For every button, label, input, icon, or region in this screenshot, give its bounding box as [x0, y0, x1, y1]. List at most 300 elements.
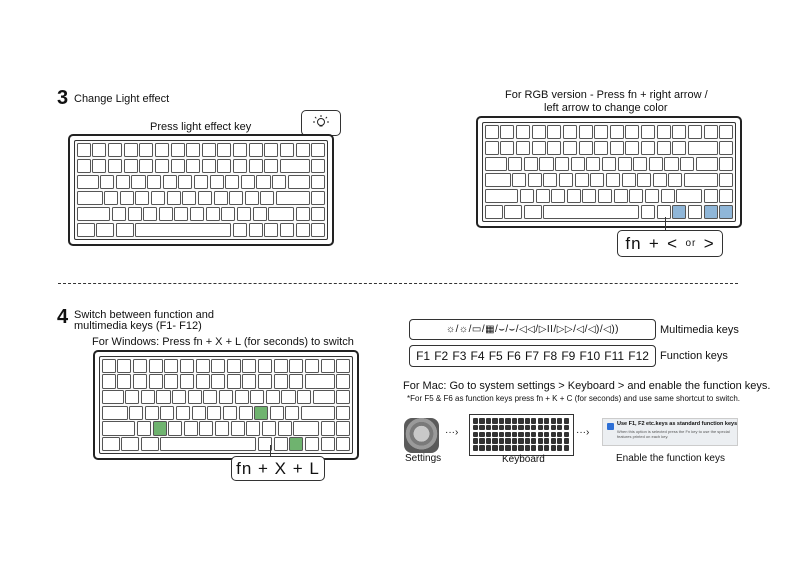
step-number-4: 4: [57, 306, 69, 328]
keyboard-key: [274, 359, 288, 373]
keyboard-key: [618, 157, 632, 171]
mini-keyboard-key: [479, 445, 484, 451]
mini-keyboard-key: [538, 432, 543, 438]
keyboard-key: [321, 437, 335, 451]
keyboard-key: [249, 143, 263, 157]
keyboard-key: [672, 205, 686, 219]
keyboard-key: [336, 390, 350, 404]
keyboard-key: [196, 374, 210, 388]
mini-keyboard-key: [492, 445, 497, 451]
keyboard-key: [614, 189, 628, 203]
keyboard-key: [532, 141, 546, 155]
checkbox-checked-icon: [607, 423, 614, 430]
keyboard-key: [141, 390, 155, 404]
keyboard-key: [102, 421, 136, 435]
keyboard-key: [657, 141, 671, 155]
keyboard-key: [563, 141, 577, 155]
keyboard-key: [198, 191, 212, 205]
mini-keyboard-key: [557, 425, 562, 431]
function-keys-setting-panel: [602, 418, 738, 446]
keyboard-key: [485, 205, 503, 219]
keyboard-key: [241, 175, 255, 189]
mini-keyboard-key: [557, 432, 562, 438]
keyboard-key: [192, 406, 206, 420]
keyboard-key: [155, 143, 169, 157]
keyboard-key: [116, 223, 134, 237]
keyboard-key: [625, 141, 639, 155]
mini-keyboard-key: [486, 425, 491, 431]
keyboard-key: [293, 421, 319, 435]
arrow-glyph-2: ···›: [576, 427, 590, 438]
rgb-title-line1: For RGB version - Press fn + right arrow /: [505, 89, 708, 101]
mini-keyboard-key: [518, 445, 523, 451]
keyboard-key: [641, 205, 655, 219]
keyboard-key: [176, 406, 190, 420]
keyboard-key: [190, 207, 204, 221]
keyboard-key: [250, 390, 264, 404]
keyboard-key: [688, 125, 702, 139]
keyboard-key: [704, 125, 718, 139]
keyboard-key: [500, 141, 514, 155]
keyboard-key: [268, 207, 294, 221]
keyboard-key: [156, 390, 170, 404]
keyboard-key: [135, 223, 231, 237]
mini-keyboard-key: [518, 438, 523, 444]
keyboard-key: [485, 173, 511, 187]
keyboard-key: [520, 189, 534, 203]
mini-keyboard-key: [544, 438, 549, 444]
keyboard-key: [668, 173, 682, 187]
keyboard-key: [485, 189, 519, 203]
keyboard-key: [128, 207, 142, 221]
keyboard-key: [188, 390, 202, 404]
function-key-f6: F6: [506, 349, 521, 363]
mini-keyboard-key: [525, 438, 530, 444]
keyboard-key: [563, 125, 577, 139]
keyboard-key: [485, 141, 499, 155]
keyboard-key: [254, 406, 268, 420]
keyboard-key: [174, 207, 188, 221]
keyboard-key: [159, 207, 173, 221]
mini-keyboard-key: [531, 438, 536, 444]
mini-keyboard-key: [544, 425, 549, 431]
keyboard-key: [219, 390, 233, 404]
keyboard-key: [242, 359, 256, 373]
keyboard-key: [133, 374, 147, 388]
keyboard-key: [117, 374, 131, 388]
keyboard-key: [594, 141, 608, 155]
keyboard-key: [551, 189, 565, 203]
keyboard-key: [602, 157, 616, 171]
mini-keyboard-key: [499, 438, 504, 444]
keyboard-key: [167, 191, 181, 205]
keyboard-key: [606, 173, 620, 187]
keyboard-key: [586, 157, 600, 171]
mini-keyboard-key: [544, 432, 549, 438]
keyboard-key: [135, 191, 149, 205]
keyboard-key: [305, 437, 319, 451]
keyboard-key: [186, 159, 200, 173]
keyboard-key: [567, 189, 581, 203]
keyboard-key: [288, 175, 310, 189]
combo-fn-text: fn: [625, 233, 642, 253]
keyboard-key: [120, 191, 134, 205]
keyboard-key: [249, 223, 263, 237]
keyboard-key: [508, 157, 522, 171]
mini-keyboard-key: [473, 418, 478, 424]
keyboard-key: [485, 125, 499, 139]
keyboard-key: [260, 191, 274, 205]
function-key-f9: F9: [561, 349, 576, 363]
keyboard-key: [147, 175, 161, 189]
keyboard-key: [536, 189, 550, 203]
keyboard-key: [210, 175, 224, 189]
keyboard-settings-thumbnail: [469, 414, 574, 456]
keyboard-key: [305, 359, 319, 373]
keyboard-key: [633, 157, 647, 171]
keyboard-key: [92, 159, 106, 173]
keyboard-key: [221, 207, 235, 221]
keyboard-key: [276, 191, 310, 205]
keyboard-key: [680, 157, 694, 171]
keyboard-key: [77, 175, 99, 189]
keyboard-key: [264, 223, 278, 237]
keyboard-key: [311, 175, 325, 189]
keyboard-key: [719, 141, 733, 155]
keyboard-key: [172, 390, 186, 404]
mini-keyboard-key: [479, 418, 484, 424]
keyboard-key: [311, 159, 325, 173]
keyboard-key: [203, 390, 217, 404]
lightbulb-icon: [312, 114, 330, 132]
mini-keyboard-key: [551, 418, 556, 424]
function-key-f7: F7: [525, 349, 540, 363]
mini-keyboard-key: [486, 445, 491, 451]
mini-keyboard-key: [544, 418, 549, 424]
keyboard-key: [590, 173, 604, 187]
keyboard-key: [214, 191, 228, 205]
function-key-f5: F5: [488, 349, 503, 363]
keyboard-key: [485, 157, 507, 171]
keyboard-key: [235, 390, 249, 404]
mini-keyboard-key: [564, 445, 569, 451]
keyboard-key: [280, 143, 294, 157]
keyboard-key: [182, 191, 196, 205]
keyboard-key: [245, 191, 259, 205]
mini-keyboard-key: [512, 438, 517, 444]
keyboard-key: [657, 205, 671, 219]
keyboard-key: [657, 125, 671, 139]
keyboard-key: [311, 143, 325, 157]
keyboard-key: [77, 143, 91, 157]
function-key-f3: F3: [452, 349, 467, 363]
keyboard-key: [704, 189, 718, 203]
keyboard-key: [684, 173, 718, 187]
settings-label: Settings: [405, 453, 442, 464]
mini-keyboard-key: [512, 425, 517, 431]
windows-instruction: For Windows: Press fn + X + L (for seconds) to switch: [92, 336, 354, 348]
keyboard-key: [336, 359, 350, 373]
keyboard-key: [688, 141, 718, 155]
checkbox-title: Use F1, F2 etc.keys as standard function keys: [617, 421, 738, 427]
rgb-key-combo: [617, 230, 723, 257]
keyboard-key: [264, 143, 278, 157]
mini-keyboard-key: [538, 425, 543, 431]
keyboard-key: [528, 173, 542, 187]
multimedia-keys-label: Multimedia keys: [660, 324, 739, 336]
keyboard-key: [301, 406, 335, 420]
keyboard-key: [237, 207, 251, 221]
mac-instruction: For Mac: Go to system settings > Keyboard > and enable the function keys.: [403, 380, 771, 392]
keyboard-key: [516, 125, 530, 139]
keyboard-key: [637, 173, 651, 187]
keyboard-key: [100, 175, 114, 189]
keyboard-key: [719, 205, 733, 219]
settings-gear-icon: [404, 418, 439, 453]
fnxl-key-combo: [231, 456, 325, 481]
keyboard-key: [704, 205, 718, 219]
mini-keyboard-key: [486, 418, 491, 424]
keyboard-key: [242, 374, 256, 388]
keyboard-key: [629, 189, 643, 203]
keyboard-key: [223, 406, 237, 420]
keyboard-key: [153, 421, 167, 435]
mini-keyboard-key: [505, 425, 510, 431]
keyboard-key: [296, 207, 310, 221]
left-arrow-text: <: [667, 233, 679, 253]
keyboard-key: [77, 223, 95, 237]
mini-keyboard-key: [518, 432, 523, 438]
keyboard-key: [202, 143, 216, 157]
keyboard-key: [117, 359, 131, 373]
keyboard-key: [217, 143, 231, 157]
mini-keyboard-key: [479, 438, 484, 444]
keyboard-key: [225, 175, 239, 189]
keyboard-key: [180, 374, 194, 388]
keyboard-key: [125, 390, 139, 404]
keyboard-key: [305, 374, 335, 388]
keyboard-key: [719, 173, 733, 187]
mini-keyboard-key: [551, 438, 556, 444]
keyboard-key: [253, 207, 267, 221]
keyboard-key: [131, 175, 145, 189]
keyboard-illustration-fnxl: [93, 350, 359, 460]
mini-keyboard-key: [551, 445, 556, 451]
step4-title-line1: Switch between function and: [74, 309, 215, 321]
keyboard-key: [270, 406, 284, 420]
mini-keyboard-key: [564, 432, 569, 438]
keyboard-key: [653, 173, 667, 187]
keyboard-key: [163, 175, 177, 189]
keyboard-key: [264, 159, 278, 173]
keyboard-key: [215, 421, 229, 435]
keyboard-key: [278, 421, 292, 435]
keyboard-key: [199, 421, 213, 435]
mini-keyboard-key: [544, 445, 549, 451]
keyboard-key: [672, 125, 686, 139]
keyboard-key: [139, 159, 153, 173]
keyboard-key: [289, 437, 303, 451]
keyboard-key: [102, 374, 116, 388]
keyboard-key: [336, 374, 350, 388]
keyboard-key: [206, 207, 220, 221]
mini-keyboard-key: [492, 432, 497, 438]
keyboard-key: [555, 157, 569, 171]
mini-keyboard-key: [479, 425, 484, 431]
keyboard-key: [672, 141, 686, 155]
keyboard-key: [102, 406, 128, 420]
mini-keyboard-key: [486, 438, 491, 444]
keyboard-key: [249, 159, 263, 173]
keyboard-key: [239, 406, 253, 420]
mini-keyboard-key: [479, 432, 484, 438]
keyboard-key: [688, 205, 702, 219]
function-key-f10: F10: [579, 349, 601, 363]
keyboard-key: [641, 141, 655, 155]
keyboard-key: [96, 223, 114, 237]
keyboard-key: [211, 374, 225, 388]
keyboard-key: [227, 374, 241, 388]
keyboard-key: [313, 390, 335, 404]
function-key-f8: F8: [543, 349, 558, 363]
function-keys-label: Function keys: [660, 350, 728, 362]
keyboard-key: [582, 189, 596, 203]
keyboard-key: [186, 143, 200, 157]
combo-or-text: or: [685, 238, 697, 249]
enable-function-keys-label: Enable the function keys: [616, 453, 725, 464]
keyboard-key: [229, 191, 243, 205]
keyboard-key: [160, 406, 174, 420]
keyboard-key: [547, 125, 561, 139]
right-arrow-text: >: [703, 233, 715, 253]
keyboard-key: [178, 175, 192, 189]
keyboard-key: [311, 191, 325, 205]
mini-keyboard-key: [499, 418, 504, 424]
keyboard-illustration-light: [68, 134, 334, 246]
keyboard-key: [258, 359, 272, 373]
multimedia-keys-row: [409, 319, 656, 340]
keyboard-key: [262, 421, 276, 435]
keyboard-key: [124, 159, 138, 173]
keyboard-key: [274, 374, 288, 388]
keyboard-key: [719, 157, 733, 171]
keyboard-key: [77, 191, 103, 205]
keyboard-key: [289, 374, 303, 388]
keyboard-key: [233, 143, 247, 157]
keyboard-key: [296, 143, 310, 157]
mini-keyboard-key: [525, 432, 530, 438]
keyboard-key: [155, 159, 169, 173]
keyboard-key: [579, 141, 593, 155]
function-key-f4: F4: [470, 349, 485, 363]
keyboard-key: [143, 207, 157, 221]
keyboard-key: [645, 189, 659, 203]
keyboard-key: [194, 175, 208, 189]
mini-keyboard-key: [551, 432, 556, 438]
mini-keyboard-key: [512, 418, 517, 424]
mini-keyboard-key: [564, 418, 569, 424]
keyboard-key: [231, 421, 245, 435]
keyboard-key: [719, 125, 733, 139]
step3-title: Change Light effect: [74, 93, 170, 105]
keyboard-key: [266, 390, 280, 404]
keyboard-key: [547, 141, 561, 155]
keyboard-key: [102, 437, 120, 451]
keyboard-key: [661, 189, 675, 203]
fnxl-combo-text: fn + X + L: [236, 458, 320, 478]
mini-keyboard-key: [531, 418, 536, 424]
keyboard-key: [539, 157, 553, 171]
mini-keyboard-key: [486, 432, 491, 438]
mini-keyboard-key: [512, 445, 517, 451]
function-keys-row: [409, 345, 656, 367]
mini-keyboard-key: [538, 418, 543, 424]
function-key-f12: F12: [628, 349, 649, 363]
mini-keyboard-key: [499, 445, 504, 451]
keyboard-key: [133, 359, 147, 373]
keyboard-key: [258, 374, 272, 388]
mini-keyboard-key: [505, 445, 510, 451]
keyboard-key: [610, 125, 624, 139]
keyboard-key: [164, 374, 178, 388]
rgb-title-line2: left arrow to change color: [544, 102, 668, 114]
mini-keyboard-key: [492, 418, 497, 424]
mini-keyboard-key: [531, 425, 536, 431]
keyboard-key: [594, 125, 608, 139]
function-key-f1: F1: [416, 349, 431, 363]
keyboard-key: [281, 390, 295, 404]
keyboard-key: [559, 173, 573, 187]
keyboard-key: [233, 159, 247, 173]
keyboard-key: [297, 390, 311, 404]
keyboard-key: [77, 159, 91, 173]
mini-keyboard-key: [505, 418, 510, 424]
keyboard-key: [512, 173, 526, 187]
keyboard-key: [516, 141, 530, 155]
keyboard-key: [92, 143, 106, 157]
keyboard-key: [532, 125, 546, 139]
keyboard-key: [285, 406, 299, 420]
keyboard-key: [641, 125, 655, 139]
keyboard-key: [571, 157, 585, 171]
mini-keyboard-key: [492, 425, 497, 431]
keyboard-key: [149, 374, 163, 388]
keyboard-key: [116, 175, 130, 189]
keyboard-key: [168, 421, 182, 435]
keyboard-key: [579, 125, 593, 139]
mini-keyboard-key: [525, 445, 530, 451]
keyboard-key: [280, 159, 310, 173]
keyboard-key: [336, 437, 350, 451]
mini-keyboard-key: [505, 438, 510, 444]
mac-note: *For F5 & F6 as function keys press fn + K + C (for seconds) and use same shortcut to switch.: [407, 394, 741, 403]
keyboard-key: [289, 359, 303, 373]
keyboard-key: [171, 143, 185, 157]
step4-title-line2: multimedia keys (F1- F12): [74, 320, 202, 332]
keyboard-key: [180, 359, 194, 373]
keyboard-key: [129, 406, 143, 420]
keyboard-key: [217, 159, 231, 173]
keyboard-key: [246, 421, 260, 435]
keyboard-key: [274, 437, 288, 451]
keyboard-key: [139, 143, 153, 157]
keyboard-key: [622, 173, 636, 187]
mini-keyboard-key: [518, 418, 523, 424]
keyboard-key: [296, 223, 310, 237]
mini-keyboard-key: [531, 445, 536, 451]
keyboard-key: [610, 141, 624, 155]
keyboard-key: [207, 406, 221, 420]
